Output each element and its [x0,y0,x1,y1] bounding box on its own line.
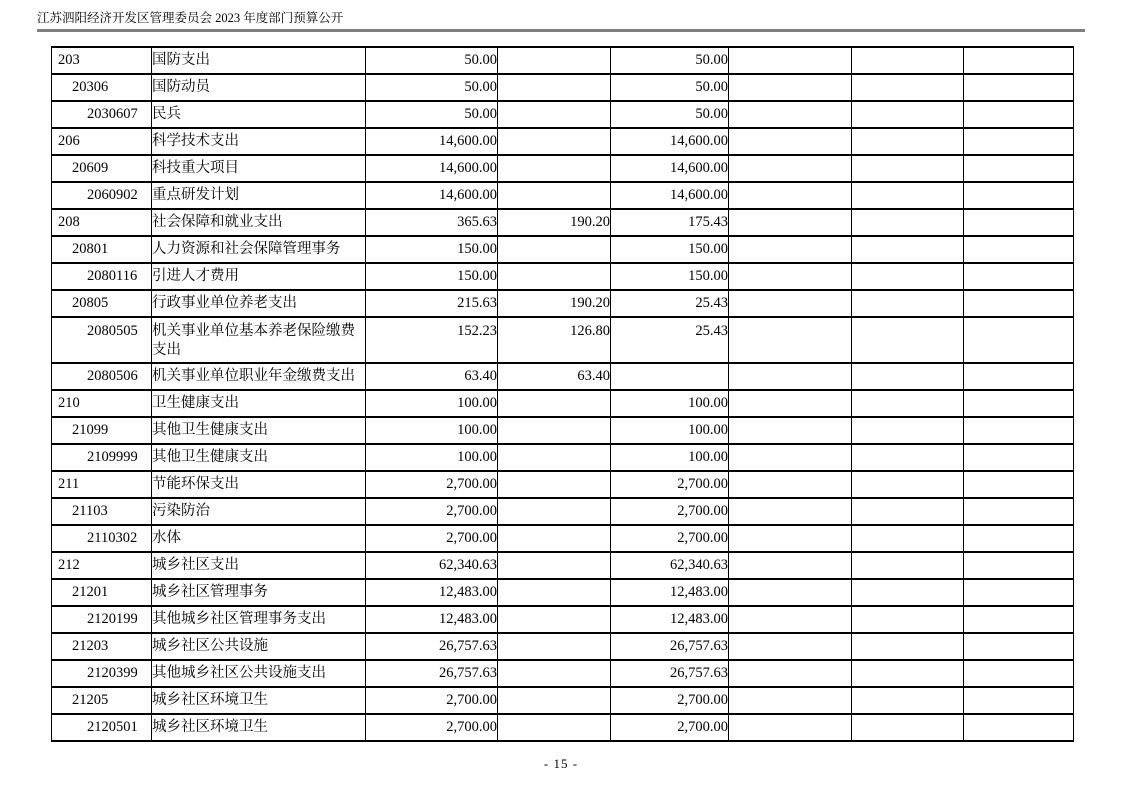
cell-amount-col4: 190.20 [498,290,611,317]
cell-amount-col4 [498,606,611,633]
empty-cell-2 [852,552,964,579]
empty-cell-1 [729,579,852,606]
empty-cell-1 [729,606,852,633]
cell-amount-col4 [498,128,611,155]
empty-cell-1 [729,182,852,209]
cell-amount-col5: 50.00 [611,74,729,101]
cell-amount-col4: 190.20 [498,209,611,236]
empty-cell-3 [964,363,1074,390]
empty-cell-2 [852,660,964,687]
cell-subject-name: 引进人才费用 [152,263,366,290]
cell-amount-col4 [498,155,611,182]
empty-cell-1 [729,687,852,714]
cell-subject-name: 城乡社区管理事务 [152,579,366,606]
empty-cell-3 [964,525,1074,552]
table-row [52,552,1074,579]
empty-cell-1 [729,263,852,290]
cell-budget-code: 20609 [52,155,152,182]
table-row [52,606,1074,633]
empty-cell-1 [729,498,852,525]
cell-subject-name: 节能环保支出 [152,471,366,498]
cell-subject-name: 国防支出 [152,47,366,74]
cell-amount-col4 [498,633,611,660]
empty-cell-1 [729,390,852,417]
table-row [52,263,1074,290]
cell-amount-col4 [498,552,611,579]
cell-amount-total: 14,600.00 [366,155,498,182]
empty-cell-3 [964,74,1074,101]
cell-amount-total: 2,700.00 [366,714,498,741]
cell-amount-total: 26,757.63 [366,633,498,660]
cell-amount-col5: 175.43 [611,209,729,236]
cell-amount-col4 [498,417,611,444]
cell-subject-name: 水体 [152,525,366,552]
page-header-title: 江苏泗阳经济开发区管理委员会 2023 年度部门预算公开 [37,11,344,25]
cell-amount-col5: 12,483.00 [611,579,729,606]
empty-cell-1 [729,471,852,498]
empty-cell-3 [964,471,1074,498]
cell-budget-code: 2109999 [52,444,152,471]
empty-cell-2 [852,74,964,101]
cell-amount-col4 [498,471,611,498]
cell-amount-total: 12,483.00 [366,579,498,606]
cell-amount-total: 215.63 [366,290,498,317]
cell-subject-name: 城乡社区公共设施 [152,633,366,660]
table-row [52,714,1074,741]
empty-cell-3 [964,687,1074,714]
cell-budget-code: 2120399 [52,660,152,687]
empty-cell-2 [852,209,964,236]
table-row [52,317,1074,363]
table-row [52,128,1074,155]
table-row [52,155,1074,182]
cell-amount-total: 2,700.00 [366,471,498,498]
empty-cell-1 [729,444,852,471]
cell-amount-col5: 2,700.00 [611,714,729,741]
empty-cell-3 [964,263,1074,290]
empty-cell-3 [964,579,1074,606]
cell-subject-name: 科技重大项目 [152,155,366,182]
cell-budget-code: 208 [52,209,152,236]
table-row [52,444,1074,471]
cell-subject-name: 机关事业单位职业年金缴费支出 [152,363,366,390]
cell-amount-total: 150.00 [366,263,498,290]
empty-cell-3 [964,552,1074,579]
cell-budget-code: 2030607 [52,101,152,128]
empty-cell-2 [852,498,964,525]
empty-cell-3 [964,47,1074,74]
empty-cell-2 [852,182,964,209]
table-row [52,236,1074,263]
cell-subject-name: 科学技术支出 [152,128,366,155]
empty-cell-3 [964,606,1074,633]
cell-amount-total: 100.00 [366,444,498,471]
cell-budget-code: 2080505 [52,317,152,363]
empty-cell-1 [729,525,852,552]
cell-amount-col4 [498,579,611,606]
table-row [52,363,1074,390]
table-row [52,660,1074,687]
cell-budget-code: 2120199 [52,606,152,633]
cell-subject-name: 人力资源和社会保障管理事务 [152,236,366,263]
cell-amount-col5: 50.00 [611,47,729,74]
cell-budget-code: 206 [52,128,152,155]
empty-cell-3 [964,155,1074,182]
empty-cell-2 [852,687,964,714]
table-row [52,579,1074,606]
cell-amount-col5: 100.00 [611,417,729,444]
cell-subject-name: 城乡社区环境卫生 [152,714,366,741]
cell-subject-name: 其他卫生健康支出 [152,444,366,471]
budget-table-body [52,47,1074,741]
cell-amount-col5: 26,757.63 [611,633,729,660]
empty-cell-1 [729,290,852,317]
empty-cell-1 [729,236,852,263]
empty-cell-2 [852,317,964,363]
empty-cell-3 [964,128,1074,155]
cell-budget-code: 212 [52,552,152,579]
empty-cell-1 [729,714,852,741]
cell-amount-col4 [498,263,611,290]
empty-cell-1 [729,47,852,74]
empty-cell-2 [852,47,964,74]
empty-cell-1 [729,633,852,660]
empty-cell-3 [964,317,1074,363]
table-row [52,417,1074,444]
footer-page-number: - 15 - [543,756,579,771]
cell-subject-name: 污染防治 [152,498,366,525]
empty-cell-3 [964,417,1074,444]
cell-subject-name: 国防动员 [152,74,366,101]
table-row [52,47,1074,74]
cell-amount-total: 100.00 [366,417,498,444]
cell-amount-total: 150.00 [366,236,498,263]
cell-amount-col5: 100.00 [611,390,729,417]
cell-subject-name: 民兵 [152,101,366,128]
cell-budget-code: 20801 [52,236,152,263]
cell-amount-col5: 150.00 [611,263,729,290]
cell-amount-total: 100.00 [366,390,498,417]
cell-subject-name: 城乡社区支出 [152,552,366,579]
empty-cell-1 [729,552,852,579]
cell-budget-code: 21103 [52,498,152,525]
cell-amount-col4 [498,182,611,209]
empty-cell-2 [852,417,964,444]
empty-cell-2 [852,471,964,498]
cell-amount-total: 50.00 [366,74,498,101]
cell-amount-total: 2,700.00 [366,525,498,552]
empty-cell-2 [852,606,964,633]
cell-amount-col4 [498,498,611,525]
empty-cell-1 [729,363,852,390]
budget-table [51,46,1074,742]
empty-cell-1 [729,101,852,128]
cell-amount-col5: 12,483.00 [611,606,729,633]
cell-amount-col5: 62,340.63 [611,552,729,579]
empty-cell-1 [729,128,852,155]
cell-budget-code: 20805 [52,290,152,317]
cell-amount-col5: 150.00 [611,236,729,263]
cell-amount-col5: 25.43 [611,317,729,363]
cell-subject-name: 其他卫生健康支出 [152,417,366,444]
empty-cell-3 [964,182,1074,209]
cell-amount-col4 [498,101,611,128]
cell-amount-col4: 126.80 [498,317,611,363]
cell-amount-total: 63.40 [366,363,498,390]
cell-budget-code: 21205 [52,687,152,714]
empty-cell-1 [729,209,852,236]
cell-amount-col4 [498,74,611,101]
empty-cell-2 [852,263,964,290]
cell-amount-total: 14,600.00 [366,182,498,209]
cell-amount-col4 [498,390,611,417]
cell-amount-total: 26,757.63 [366,660,498,687]
cell-subject-name: 机关事业单位基本养老保险缴费支出 [152,317,366,363]
cell-budget-code: 2080506 [52,363,152,390]
cell-amount-total: 50.00 [366,101,498,128]
empty-cell-2 [852,128,964,155]
cell-amount-col4 [498,714,611,741]
empty-cell-3 [964,209,1074,236]
cell-amount-col5: 2,700.00 [611,498,729,525]
cell-amount-col5: 2,700.00 [611,525,729,552]
cell-budget-code: 203 [52,47,152,74]
header-divider-rule [37,29,1085,32]
empty-cell-2 [852,290,964,317]
empty-cell-3 [964,236,1074,263]
table-row [52,101,1074,128]
empty-cell-3 [964,101,1074,128]
cell-subject-name: 其他城乡社区公共设施支出 [152,660,366,687]
empty-cell-1 [729,74,852,101]
cell-amount-col4 [498,444,611,471]
empty-cell-2 [852,525,964,552]
cell-subject-name: 城乡社区环境卫生 [152,687,366,714]
cell-budget-code: 2110302 [52,525,152,552]
empty-cell-2 [852,236,964,263]
cell-amount-col4 [498,525,611,552]
empty-cell-3 [964,498,1074,525]
cell-amount-col5: 2,700.00 [611,687,729,714]
empty-cell-2 [852,101,964,128]
cell-amount-total: 2,700.00 [366,687,498,714]
cell-amount-col5: 14,600.00 [611,155,729,182]
empty-cell-2 [852,579,964,606]
cell-budget-code: 20306 [52,74,152,101]
cell-subject-name: 其他城乡社区管理事务支出 [152,606,366,633]
table-row [52,525,1074,552]
empty-cell-1 [729,417,852,444]
empty-cell-3 [964,390,1074,417]
empty-cell-1 [729,317,852,363]
cell-amount-col4 [498,660,611,687]
cell-budget-code: 21099 [52,417,152,444]
empty-cell-2 [852,390,964,417]
cell-budget-code: 21201 [52,579,152,606]
table-row [52,498,1074,525]
table-row [52,390,1074,417]
cell-budget-code: 2080116 [52,263,152,290]
cell-subject-name: 卫生健康支出 [152,390,366,417]
cell-amount-col5: 26,757.63 [611,660,729,687]
cell-amount-total: 62,340.63 [366,552,498,579]
cell-budget-code: 2060902 [52,182,152,209]
empty-cell-2 [852,444,964,471]
cell-amount-col4 [498,236,611,263]
cell-amount-col4 [498,687,611,714]
cell-amount-col4: 63.40 [498,363,611,390]
cell-amount-total: 14,600.00 [366,128,498,155]
table-row [52,633,1074,660]
empty-cell-3 [964,633,1074,660]
cell-amount-total: 12,483.00 [366,606,498,633]
cell-amount-col4 [498,47,611,74]
empty-cell-2 [852,155,964,182]
empty-cell-3 [964,714,1074,741]
cell-amount-total: 50.00 [366,47,498,74]
table-row [52,182,1074,209]
table-row [52,471,1074,498]
cell-amount-col5: 2,700.00 [611,471,729,498]
cell-amount-total: 152.23 [366,317,498,363]
cell-budget-code: 211 [52,471,152,498]
cell-amount-total: 365.63 [366,209,498,236]
table-row [52,209,1074,236]
cell-subject-name: 行政事业单位养老支出 [152,290,366,317]
empty-cell-3 [964,660,1074,687]
cell-amount-col5: 14,600.00 [611,182,729,209]
cell-amount-col5: 100.00 [611,444,729,471]
cell-amount-col5: 14,600.00 [611,128,729,155]
cell-budget-code: 21203 [52,633,152,660]
cell-subject-name: 社会保障和就业支出 [152,209,366,236]
cell-amount-col5 [611,363,729,390]
cell-amount-total: 2,700.00 [366,498,498,525]
empty-cell-2 [852,714,964,741]
empty-cell-3 [964,290,1074,317]
empty-cell-1 [729,155,852,182]
table-row [52,290,1074,317]
empty-cell-2 [852,633,964,660]
table-row [52,687,1074,714]
cell-budget-code: 2120501 [52,714,152,741]
cell-amount-col5: 25.43 [611,290,729,317]
cell-subject-name: 重点研发计划 [152,182,366,209]
cell-budget-code: 210 [52,390,152,417]
table-row [52,74,1074,101]
empty-cell-3 [964,444,1074,471]
cell-amount-col5: 50.00 [611,101,729,128]
empty-cell-1 [729,660,852,687]
empty-cell-2 [852,363,964,390]
